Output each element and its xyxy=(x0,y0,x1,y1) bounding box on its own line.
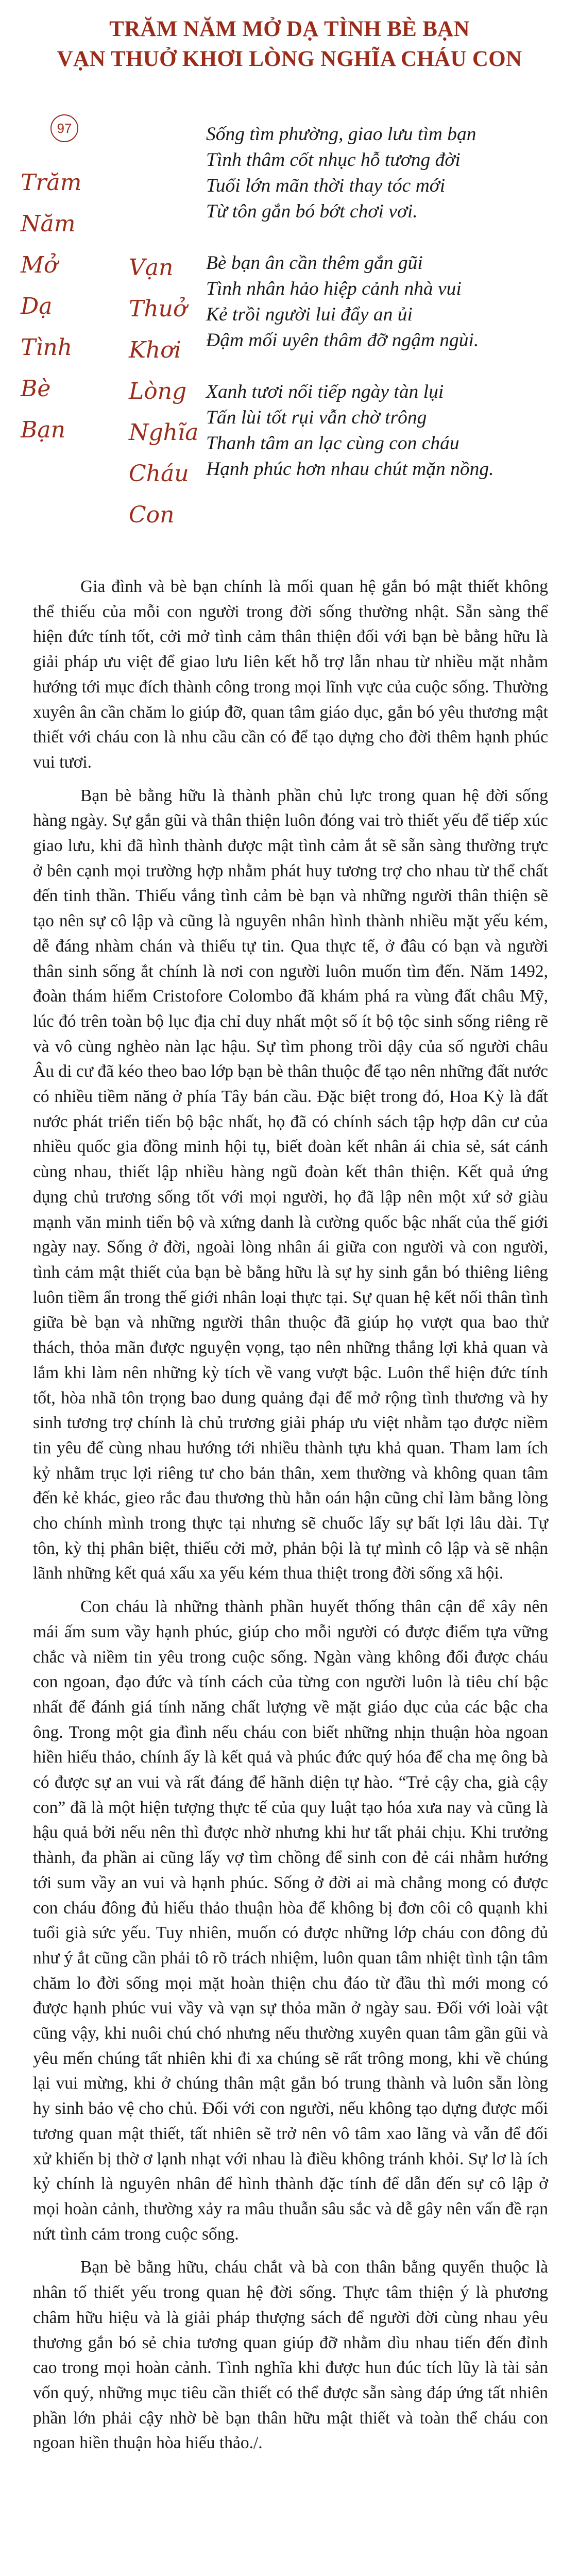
poem-line: Tình thâm cốt nhục hỗ tương đời xyxy=(206,149,461,171)
calligraphy-word: Năm xyxy=(21,211,76,237)
poem xyxy=(206,122,567,508)
calligraphy-word: Trăm xyxy=(21,170,82,196)
calligraphy-word: Con xyxy=(129,502,175,528)
poem-line: Bè bạn ân cần thêm gắn gũi xyxy=(206,252,423,274)
calligraphy-word: Khơi xyxy=(129,337,181,363)
poem-line: Tình nhân hảo hiệp cảnh nhà vui xyxy=(206,278,462,299)
calligraphy-word: Vạn xyxy=(129,255,174,281)
title-line-1: TRĂM NĂM MỞ DẠ TÌNH BÈ BẠN xyxy=(109,17,470,41)
body-paragraph: Con cháu là những thành phần huyết thống thân cận để xây nên mái ấm sum vầy hạnh phúc, giúp cho mỗi người có được điểm tựa vững chắc và niềm tin yêu trong cuộc sống. Ngàn vàng không đổi được cháu con ngoan, đạo đức và tính cách của từng con người luôn là tiêu chí bậc nhất để đánh giá tính năng chất lượng về mặt giáo dục của các bậc cha ông. Trong một gia đình nếu cháu con biết những nhịn thuận hòa ngoan hiền hiếu thảo, chính ấy là kết quả và phúc đức quý hóa để cha mẹ ông bà có được sự an vui và rất đáng để hãnh diện tự hào. “Trẻ cậy cha, già cậy con” đã là một hiện tượng thực tế của quy luật tạo hóa xưa nay và cũng là hậu quả bởi nếu nên thì được nhờ nhưng khi hư tất phải chịu. Khi trưởng thành, đa phần ai cũng lấy vợ tìm chồng để sinh con đẻ cái nhằm hướng tới sum vầy an vui và hạnh phúc. Sống ở đời ai mà chẳng mong có được con cháu đông đủ hiếu thảo thuận hòa để không bị đơn côi cô quạnh khi tuổi già sức yếu. Tuy nhiên, muốn có được những lớp cháu con đông đủ như ý ắt cũng cần phải tô rõ trách nhiệm, luôn quan tâm nhiệt tình tận tâm chăm lo đời sống mọi mặt hoàn thiện chu đáo từ đầu thì mới mong có được hạnh phúc vui vầy và vạn sự thỏa mãn ở ngày sau. Đối với loài vật cũng vậy, khi nuôi chú chó nhưng nếu thường xuyên quan tâm gần gũi và yêu mến chúng tất nhiên khi đi xa chúng sẽ rất trông mong, khi về chúng lại vui mừng, khi ở chúng thân mật gắn bó trung thành và luôn sẵn lòng hy sinh bảo vệ cho chủ. Đối với con người, nếu không tạo dựng được mối tương quan mật thiết, tất nhiên sẽ trở nên vô tâm xao lãng và vẫn để đối xử khiến bị thờ ơ lạnh nhạt với nhau là điều không tránh khỏi. Sự lơ là ích kỷ chính là nguyên nhân để hình thành đặc tính để dẫn đến sự cô lập ở mọi hoàn cảnh, thường xảy ra mâu thuẫn sâu sắc và dễ gây nên vấn đề rạn nứt tình cảm trong cuộc sống. xyxy=(33,1597,548,2244)
body-paragraph: Bạn bè bằng hữu là thành phần chủ lực trong quan hệ đời sống hàng ngày. Sự gắn gũi và thân thiện luôn đóng vai trò thiết yếu để tiếp xúc giao lưu, khi đã hình thành được mật tình cảm ắt sẽ sẵn sàng thường trực ở bên cạnh mọi trường hợp nhằm phát huy tương trợ cho nhau từ thể chất đến tinh thần. Thiếu vắng tình cảm bè bạn và những người thân thiện sẽ tạo nên sự cô lập và cũng là nguyên nhân hình thành nhiều mặt yếu kém, dễ đáng nhàm chán và thiếu tự tin. Qua thực tế, ở đâu có bạn và người thân sinh sống ắt chính là nơi con người luôn muốn tìm đến. Năm 1492, đoàn thám hiểm Cristofore Colombo đã khám phá ra vùng đất châu Mỹ, lúc đó trên toàn bộ lục địa chỉ duy nhất một số ít bộ tộc sinh sống riêng rẽ và vô cùng nghèo nàn lạc hậu. Sự tìm phong trồi dậy của số người châu Âu di cư đã kéo theo bao lớp bạn bè thân thuộc để tạo nên những đất nước có nhiều tiềm năng ở phía Tây bán cầu. Đặc biệt trong đó, Hoa Kỳ là đất nước phát triển tiến bộ bậc nhất, họ đã có chính sách tập hợp dân cư của nhiều quốc gia đồng minh hội tụ, biết đoàn kết nhân ái chia sẻ, sát cánh cùng nhau, thiết lập nhiều hàng ngũ đoàn kết thân thiện. Kết quả ứng dụng chủ trương sống tốt với mọi người, họ đã lập nên một xứ sở giàu mạnh văn minh tiến bộ và xứng danh là cường quốc bậc nhất của thế giới ngày nay. Sống ở đời, ngoài lòng nhân ái giữa con người và con người, tình cảm mật thiết của bạn bè bằng hữu là sự hy sinh gắn bó thiêng liêng luôn tiềm ẩn trong thế giới nhân loại thực tại. Sự quan hệ kết nối thân tình giữa bè bạn và những người thân thuộc đã giúp họ vượt qua bao thử thách, thỏa mãn được nguyện vọng, tạo nên những thắng lợi khả quan và lắm khi làm nên những kỳ tích về vang vượt bậc. Luôn thể hiện đức tính tốt, hòa nhã tôn trọng bao dung quảng đại để mở rộng tình thương và hy sinh tương trợ chính là chủ trương giải pháp ưu việt nhằm tạo được niềm tin yêu để cùng nhau hướng tới nhiều thành tựu khả quan. Tham lam ích kỷ nhằm trục lợi riêng tư cho bản thân, xem thường và không quan tâm đến kẻ khác, gieo rắc đau thương thù hằn oán hận cũng chỉ làm bằng lòng cho chính mình trong thực tại nhưng sẽ chuốc lấy sự bất lợi lâu dài. Tự tôn, kỳ thị phân biệt, thiếu cởi mở, phản bội là tự mình cô lập và sẽ nhận lãnh những kết quả xấu xa yếu kém thua thiệt trong đời sống xã hội. xyxy=(33,786,548,1583)
calligraphy-word: Bạn xyxy=(21,417,65,443)
calligraphy-word: Mở xyxy=(21,252,58,278)
calligraphy-word: Dạ xyxy=(21,293,53,319)
body-paragraph: Gia đình và bè bạn chính là mối quan hệ gắn bó mật thiết không thể thiếu của mỗi con người trong đời sống thường nhật. Sẵn sàng thể hiện đức tính tốt, cởi mở tình cảm thân thiện đối với bạn bè bằng hữu là giải pháp ưu việt để giao lưu liên kết hỗ trợ lẫn nhau từ nhiều mặt nhằm hướng tới mục đích thành công trong mọi lĩnh vực của cuộc sống. Thường xuyên ân cần chăm lo giúp đỡ, quan tâm giáo dục, gắn bó yêu thương mật thiết với cháu con là nhu cầu cần có để tạo dựng cho đời thêm hạnh phúc vui tươi. xyxy=(33,577,548,772)
poem-stanza xyxy=(206,122,567,225)
poem-line: Xanh tươi nối tiếp ngày tàn lụi xyxy=(206,381,444,402)
poem-line: Sống tìm phường, giao lưu tìm bạn xyxy=(206,124,476,145)
calligraphy-left-column xyxy=(21,162,81,451)
calligraphy-word: Bè xyxy=(21,376,51,402)
page-title xyxy=(0,14,579,74)
title-line-2: VẠN THUỞ KHƠI LÒNG NGHĨA CHÁU CON xyxy=(57,47,522,71)
calligraphy-word: Tình xyxy=(21,334,73,361)
poem-line: Tuổi lớn mãn thời thay tóc mới xyxy=(206,175,446,196)
poem-stanza xyxy=(206,379,567,482)
poem-line: Tấn lùi tốt rụi vẫn chờ trông xyxy=(206,407,427,428)
calligraphy-right-column xyxy=(129,247,198,536)
article-body xyxy=(33,574,548,2464)
page-number-badge: 97 xyxy=(50,114,78,142)
calligraphy-word: Nghĩa xyxy=(129,419,199,446)
poem-line: Từ tôn gắn bó bớt chơi vơi. xyxy=(206,201,418,222)
calligraphy-word: Thuở xyxy=(129,296,187,322)
poem-stanza xyxy=(206,250,567,353)
calligraphy-word: Lòng xyxy=(129,378,187,404)
poem-line: Kẻ trồi người lui đẩy an ủi xyxy=(206,304,413,325)
poem-line: Hạnh phúc hơn nhau chút mặn nồng. xyxy=(206,459,494,480)
poem-line: Đậm mối uyên thâm đỡ ngậm ngùi. xyxy=(206,330,479,351)
poem-line: Thanh tâm an lạc cùng con cháu xyxy=(206,433,459,454)
body-paragraph: Bạn bè bằng hữu, cháu chắt và bà con thân bằng quyến thuộc là nhân tố thiết yếu trong quan hệ đời sống. Thực tâm thiện ý là phương châm hữu hiệu và là giải pháp thượng sách để người đời cùng nhau yêu thương gắn bó sẻ chia tương quan giúp đỡ nhằm dìu nhau tiến đến đỉnh cao trong mọi hoàn cảnh. Tình nghĩa khi được hun đúc tích lũy là tài sản vốn quý, những mục tiêu cần thiết có thể được sẵn sàng đáp ứng tất nhiên phần lớn phải cậy nhờ bè bạn thân hữu mật thiết và toàn thể cháu con ngoan hiền thuận hòa hiếu thảo./. xyxy=(33,2258,548,2453)
calligraphy-word: Cháu xyxy=(129,461,189,487)
